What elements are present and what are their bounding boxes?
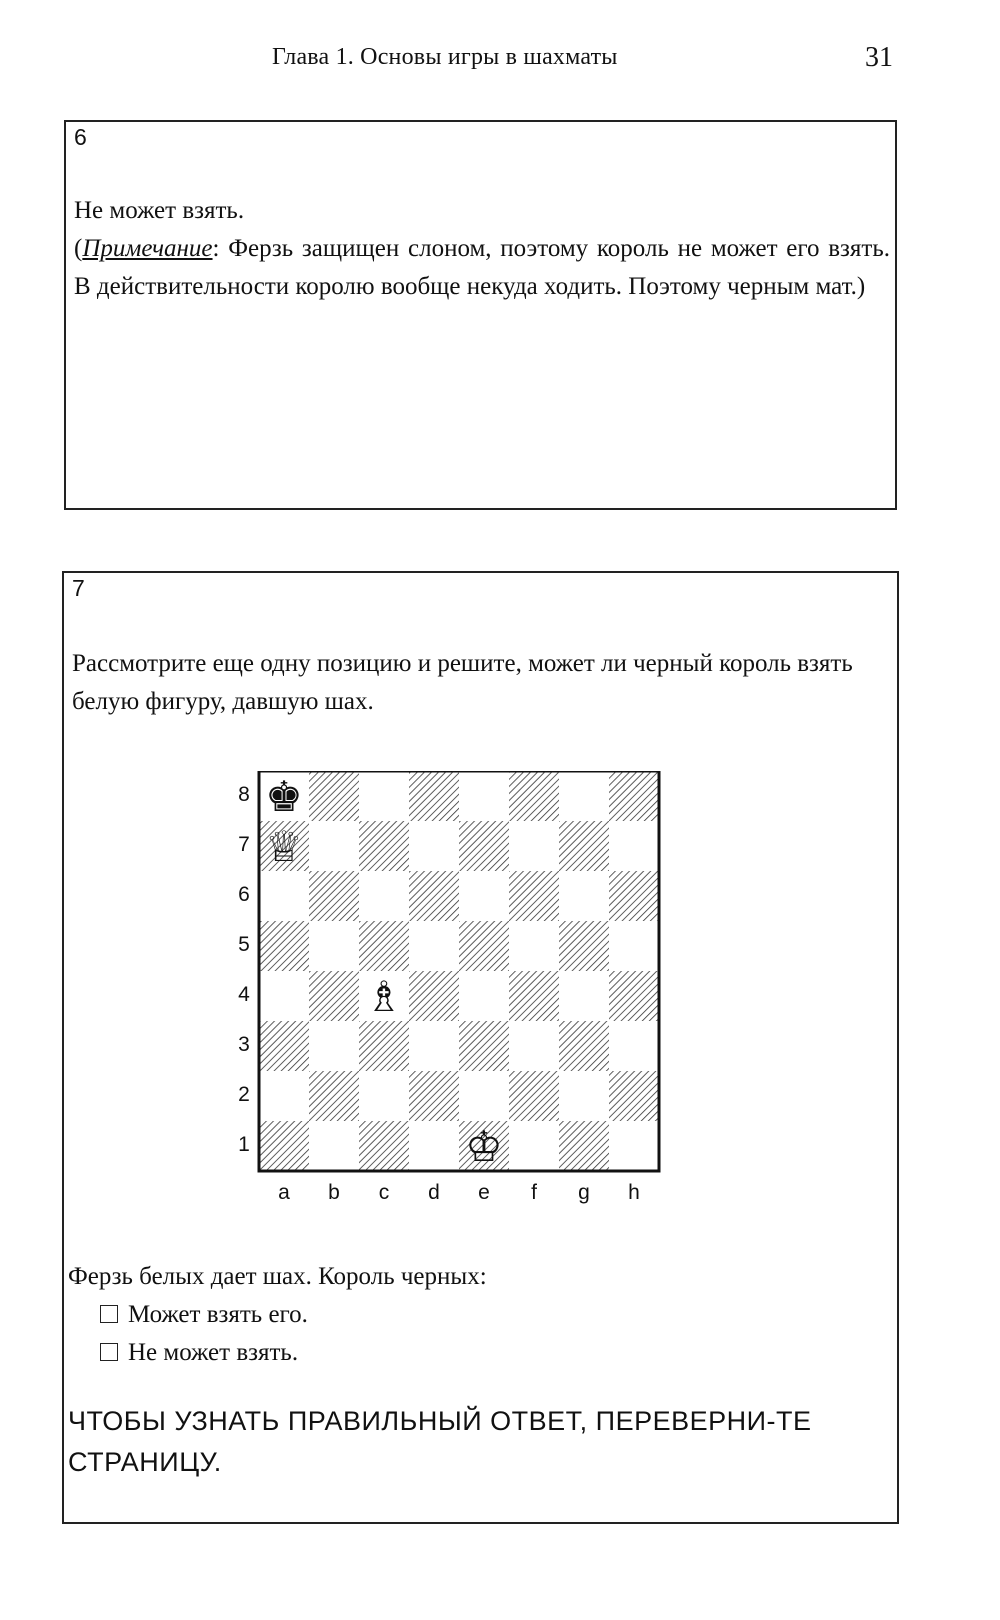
square-d8 bbox=[409, 771, 459, 821]
square-h1 bbox=[609, 1121, 659, 1171]
square-e8 bbox=[459, 771, 509, 821]
square-f8 bbox=[509, 771, 559, 821]
checkbox[interactable] bbox=[100, 1343, 118, 1361]
exercise-number: 7 bbox=[72, 575, 85, 601]
note-label: Примечание bbox=[82, 235, 213, 262]
exercise-7-box bbox=[62, 571, 899, 1524]
square-g3 bbox=[559, 1021, 609, 1071]
square-g7 bbox=[559, 821, 609, 871]
chess-board bbox=[234, 771, 694, 1211]
rank-label: 7 bbox=[238, 833, 250, 856]
square-b5 bbox=[309, 921, 359, 971]
file-label: d bbox=[428, 1181, 440, 1204]
square-c8 bbox=[359, 771, 409, 821]
square-a6 bbox=[259, 871, 309, 921]
square-d5 bbox=[409, 921, 459, 971]
square-d4 bbox=[409, 971, 459, 1021]
note-text bbox=[74, 230, 890, 306]
file-label: c bbox=[378, 1181, 390, 1204]
square-c3 bbox=[359, 1021, 409, 1071]
square-g4 bbox=[559, 971, 609, 1021]
exercise-number: 6 bbox=[74, 124, 87, 150]
page-number: 31 bbox=[865, 42, 893, 73]
file-label: f bbox=[531, 1181, 537, 1204]
square-e6 bbox=[459, 871, 509, 921]
square-c6 bbox=[359, 871, 409, 921]
square-b6 bbox=[309, 871, 359, 921]
square-b4 bbox=[309, 971, 359, 1021]
answer-options bbox=[100, 1296, 308, 1372]
square-g6 bbox=[559, 871, 609, 921]
square-h4 bbox=[609, 971, 659, 1021]
question-prompt: Ферзь белых дает шах. Король черных: bbox=[68, 1263, 487, 1290]
square-d3 bbox=[409, 1021, 459, 1071]
square-f5 bbox=[509, 921, 559, 971]
note-open-paren: ( bbox=[74, 235, 83, 262]
chess-diagram bbox=[234, 771, 694, 1211]
black-king-icon: ♚ bbox=[265, 772, 303, 821]
rank-label: 4 bbox=[238, 983, 250, 1006]
file-label: e bbox=[478, 1181, 490, 1204]
square-e3 bbox=[459, 1021, 509, 1071]
square-d2 bbox=[409, 1071, 459, 1121]
file-label: g bbox=[578, 1181, 590, 1204]
square-g2 bbox=[559, 1071, 609, 1121]
option-cannot-capture[interactable] bbox=[100, 1334, 308, 1372]
square-c1 bbox=[359, 1121, 409, 1171]
square-g1 bbox=[559, 1121, 609, 1171]
square-a1 bbox=[259, 1121, 309, 1171]
square-h7 bbox=[609, 821, 659, 871]
rank-label: 1 bbox=[238, 1133, 250, 1156]
square-f1 bbox=[509, 1121, 559, 1171]
option-label: Не может взять. bbox=[128, 1339, 299, 1366]
instruction-text: ЧТОБЫ УЗНАТЬ ПРАВИЛЬНЫЙ ОТВЕТ, ПЕРЕВЕРНИ-ТЕ СТРАНИЦУ. bbox=[68, 1406, 812, 1477]
file-label: a bbox=[278, 1181, 290, 1204]
square-e7 bbox=[459, 821, 509, 871]
rank-label: 2 bbox=[238, 1083, 250, 1106]
square-f6 bbox=[509, 871, 559, 921]
white-king-icon: ♔ bbox=[465, 1122, 503, 1171]
square-h3 bbox=[609, 1021, 659, 1071]
square-e4 bbox=[459, 971, 509, 1021]
file-label: b bbox=[328, 1181, 340, 1204]
chapter-title: Глава 1. Основы игры в шахматы bbox=[272, 44, 618, 70]
square-b3 bbox=[309, 1021, 359, 1071]
square-f2 bbox=[509, 1071, 559, 1121]
square-f7 bbox=[509, 821, 559, 871]
option-label: Может взять его. bbox=[128, 1301, 308, 1328]
rank-label: 3 bbox=[238, 1033, 250, 1056]
square-f4 bbox=[509, 971, 559, 1021]
rank-label: 6 bbox=[238, 883, 250, 906]
white-bishop-icon: ♗ bbox=[365, 972, 403, 1021]
square-d6 bbox=[409, 871, 459, 921]
square-b8 bbox=[309, 771, 359, 821]
rank-label: 8 bbox=[238, 783, 250, 806]
square-g8 bbox=[559, 771, 609, 821]
square-b7 bbox=[309, 821, 359, 871]
square-g5 bbox=[559, 921, 609, 971]
square-d7 bbox=[409, 821, 459, 871]
note-body: : Ферзь защищен слоном, поэтому король не может его взять. В действительности королю вообще некуда ходить. Поэтому черным мат.) bbox=[74, 235, 890, 300]
square-c5 bbox=[359, 921, 409, 971]
square-h2 bbox=[609, 1071, 659, 1121]
checkbox[interactable] bbox=[100, 1305, 118, 1323]
square-c2 bbox=[359, 1071, 409, 1121]
square-a4 bbox=[259, 971, 309, 1021]
square-e2 bbox=[459, 1071, 509, 1121]
square-a5 bbox=[259, 921, 309, 971]
square-b2 bbox=[309, 1071, 359, 1121]
answer-text: Не может взять. bbox=[74, 197, 245, 224]
rank-label: 5 bbox=[238, 933, 250, 956]
page-header bbox=[0, 40, 1000, 80]
square-d1 bbox=[409, 1121, 459, 1171]
square-h8 bbox=[609, 771, 659, 821]
square-h6 bbox=[609, 871, 659, 921]
file-label: h bbox=[628, 1181, 640, 1204]
square-a3 bbox=[259, 1021, 309, 1071]
question-text: Рассмотрите еще одну позицию и решите, может ли черный король взять белую фигуру, давшую шах. bbox=[72, 650, 853, 715]
exercise-6-box bbox=[64, 120, 897, 510]
square-f3 bbox=[509, 1021, 559, 1071]
white-queen-icon: ♕ bbox=[265, 822, 303, 871]
square-c7 bbox=[359, 821, 409, 871]
square-b1 bbox=[309, 1121, 359, 1171]
option-can-capture[interactable] bbox=[100, 1296, 308, 1334]
square-e5 bbox=[459, 921, 509, 971]
square-h5 bbox=[609, 921, 659, 971]
square-a2 bbox=[259, 1071, 309, 1121]
